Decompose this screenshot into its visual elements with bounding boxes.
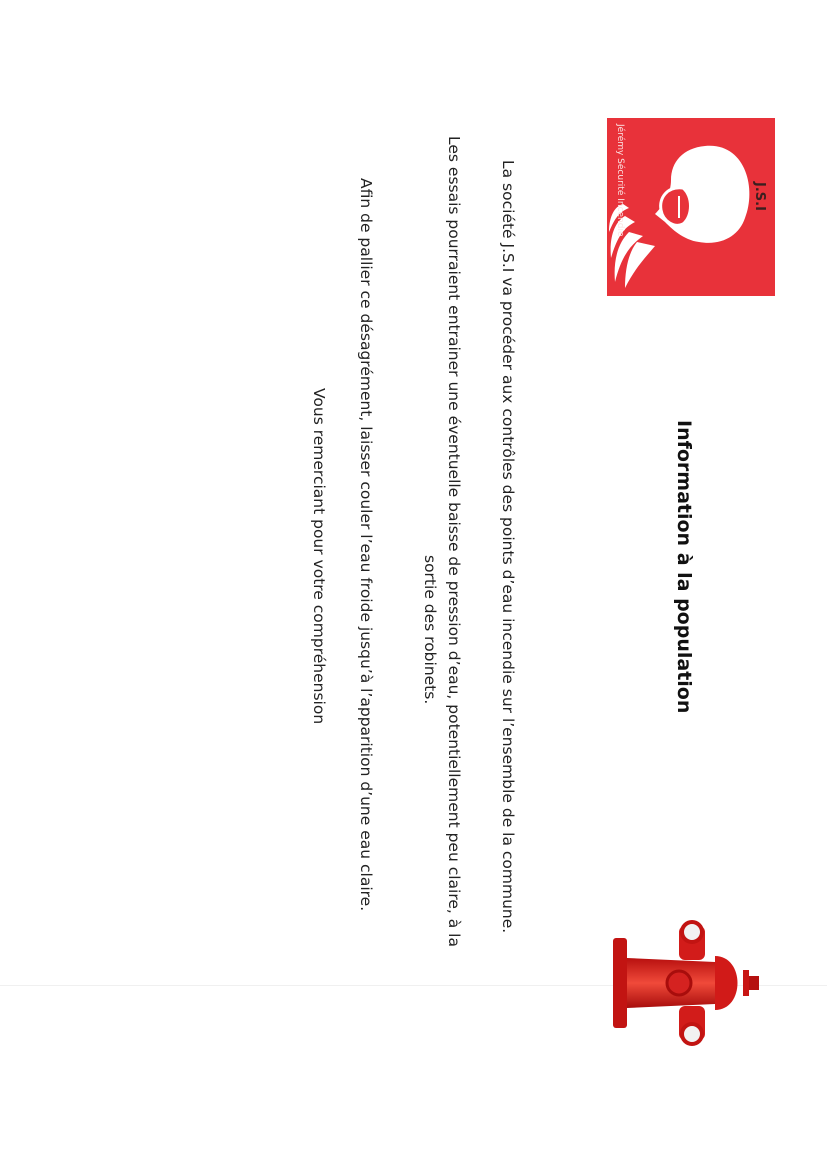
paragraph-2-line-1: Les essais pourraient entrainer une éventuelle baisse de pression d’eau, potentiellement peu claire, à la [445,136,463,947]
firefighter-head-icon [607,118,775,296]
closing-line: Vous remerciant pour votre compréhension [310,388,328,725]
logo-brand: J.S.I [752,182,767,211]
paragraph-2-line-2: sortie des robinets. [421,555,439,705]
fire-hydrant-icon [600,918,775,1048]
logo-subtitle: Jérémy Sécurité Incendie [615,124,625,237]
page-title: Information à la population [673,420,695,714]
paragraph-1: La société J.S.I va procéder aux contrôles des points d’eau incendie sur l’ensemble de la commune. [499,160,517,934]
company-logo [607,118,775,296]
paragraph-3: Afin de pallier ce désagrément, laisser couler l’eau froide jusqu’à l’apparition d’une eau claire. [357,178,375,912]
